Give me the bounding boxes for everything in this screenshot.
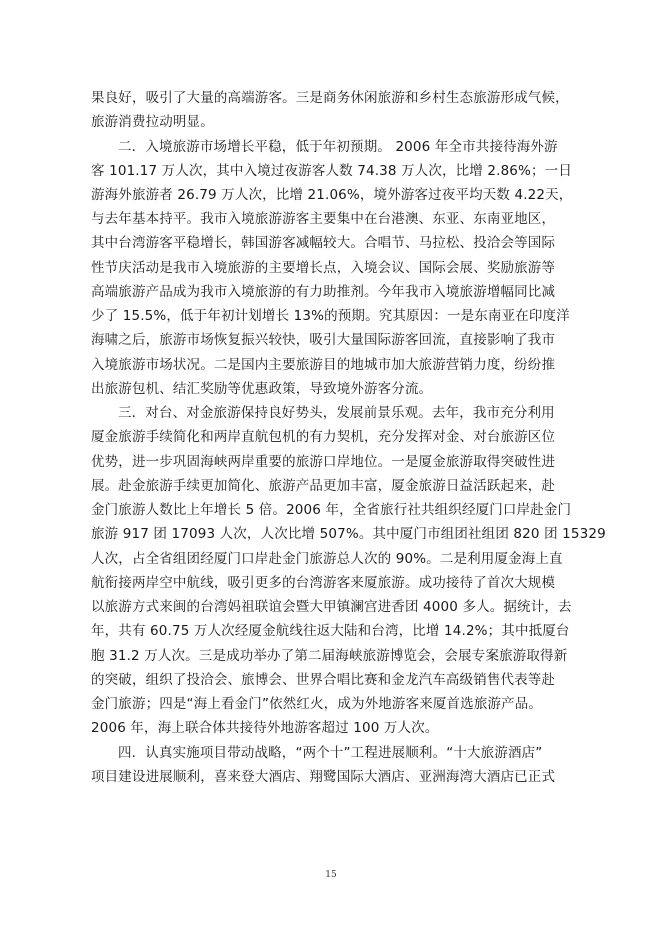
text-line: 航衔接两岸空中航线，吸引更多的台湾游客来厦旅游。成功接待了首次大规模 <box>91 575 556 591</box>
text-line: 项目建设进展顺利，喜来登大酒店、翔鹭国际大酒店、亚洲海湾大酒店已正式 <box>91 769 556 785</box>
text-line: 人次，占全省组团经厦门口岸赴金门旅游总人次的 90%。二是利用厦金海上直 <box>91 551 563 567</box>
section-heading-line: 四．认真实施项目带动战略，“两个十”工程进展顺利。“十大旅游酒店” <box>118 745 543 761</box>
page-number: 15 <box>325 870 337 880</box>
text-line: 2006 年，海上联合体共接待外地游客超过 100 万人次。 <box>91 720 439 736</box>
section-heading-line: 三．对台、对金旅游保持良好势头，发展前景乐观。去年，我市充分利用 <box>118 405 555 421</box>
text-line: 展。赴金旅游手续更加简化、旅游产品更加丰富，厦金旅游日益活跃起来，赴 <box>91 478 556 494</box>
text-line: 优势，进一步巩固海峡两岸重要的旅游口岸地位。一是厦金旅游取得突破性进 <box>91 454 556 470</box>
text-line: 旅游消费拉动明显。 <box>91 114 214 130</box>
text-line: 出旅游包机、结汇奖励等优惠政策，导致境外游客分流。 <box>91 381 433 397</box>
text-line: 高端旅游产品成为我市入境旅游的有力助推剂。今年我市入境旅游增幅同比减 <box>91 284 556 300</box>
text-line: 客 101.17 万人次，其中入境过夜游客人数 74.38 万人次，比增 2.86%；一日 <box>91 163 572 179</box>
text-line: 以旅游方式来闽的台湾妈祖联谊会暨大甲镇澜宫进香团 4000 多人。据统计，去 <box>91 599 572 615</box>
text-line: 果良好，吸引了大量的高端游客。三是商务休闲旅游和乡村生态旅游形成气候， <box>91 90 569 106</box>
text-line: 海啸之后，旅游市场恢复振兴较快，吸引大量国际游客回流，直接影响了我市 <box>91 332 556 348</box>
text-line: 性节庆活动是我市入境旅游的主要增长点，入境会议、国际会展、奖励旅游等 <box>91 260 556 276</box>
text-line: 少了 15.5%，低于年初计划增长 13%的预期。究其原因：一是东南亚在印度洋 <box>91 308 570 324</box>
text-line: 游海外旅游者 26.79 万人次，比增 21.06%，境外游客过夜平均天数 4.22天， <box>91 187 573 203</box>
text-line: 金门旅游；四是“海上看金门”依然红火，成为外地游客来厦首选旅游产品。 <box>91 696 543 712</box>
text-line: 金门旅游人数比上年增长 5 倍。2006 年，全省旅行社共组织经厦门口岸赴金门 <box>91 502 572 518</box>
text-line: 其中台湾游客平稳增长，韩国游客减幅较大。合唱节、马拉松、投洽会等国际 <box>91 235 556 251</box>
text-line: 与去年基本持平。我市入境旅游游客主要集中在台港澳、东亚、东南亚地区， <box>91 211 556 227</box>
text-line: 旅游 917 团 17093 人次，人次比增 507%。其中厦门市组团社组团 820 团 15329 <box>91 526 606 542</box>
text-line: 胞 31.2 万人次。三是成功举办了第二届海峡旅游博览会，会展专案旅游取得新 <box>91 648 568 664</box>
text-line: 厦金旅游手续简化和两岸直航包机的有力契机，充分发挥对金、对台旅游区位 <box>91 429 556 445</box>
section-heading-line: 二．入境旅游市场增长平稳，低于年初预期。 2006 年全市共接待海外游 <box>118 139 558 155</box>
text-line: 入境旅游市场状况。二是国内主要旅游目的地城市加大旅游营销力度，纷纷推 <box>91 357 556 373</box>
text-line: 年，共有 60.75 万人次经厦金航线往返大陆和台湾，比增 14.2%；其中抵厦台 <box>91 623 570 639</box>
text-line: 的突破，组织了投洽会、旅博会、世界合唱比赛和金龙汽车高级销售代表等赴 <box>91 672 556 688</box>
